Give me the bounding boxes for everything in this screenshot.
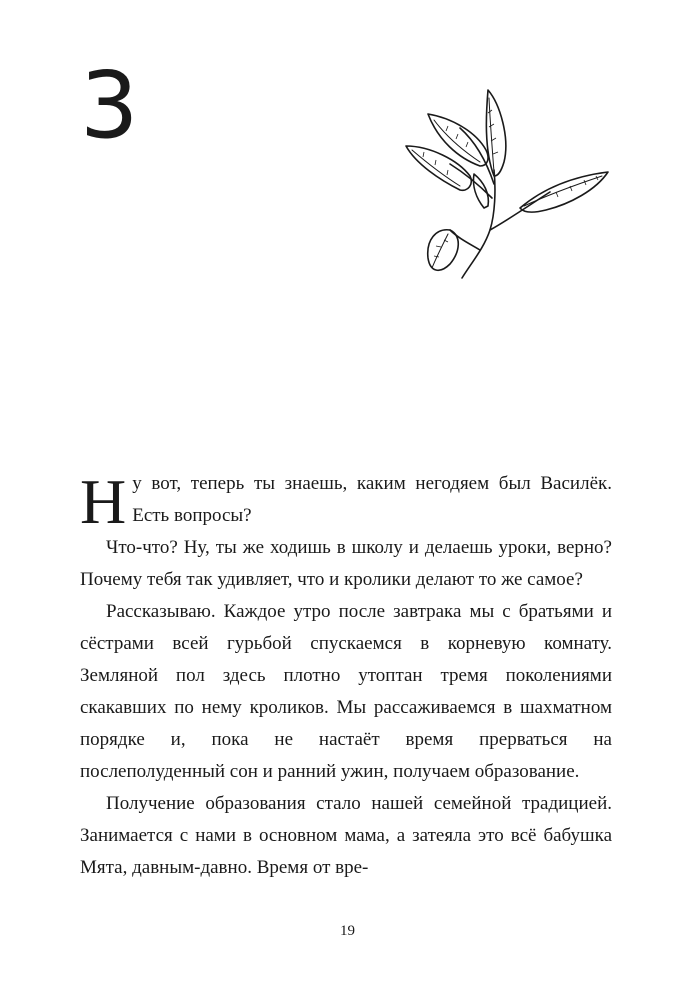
paragraph-4: Получение образования стало нашей семейной традицией. Занимается с нами в основном мама, а затеяла это всё бабушка Мята, давным-давно. Время от вре- <box>80 793 612 878</box>
paragraph-2: Что-что? Ну, ты же ходишь в школу и делаешь уроки, верно? Почему тебя так удивляет, что и кролики делают то же самое? <box>80 537 612 590</box>
chapter-number: 3 <box>80 52 137 159</box>
page-number: 19 <box>340 923 355 939</box>
paragraph-1 <box>80 466 612 537</box>
sage-sprig-icon <box>400 80 615 285</box>
paragraph-1-text: у вот, теперь ты знаешь, каким негодяем был Василёк. Есть вопросы? <box>132 473 612 526</box>
drop-cap: Н <box>80 466 127 537</box>
paragraph-3: Рассказываю. Каждое утро после завтрака мы с братьями и сёстрами всей гурьбой спускаемся в корневую комнату. Земляной пол здесь плотно утоптан тремя поколениями скакавших по нему кроликов. Мы рассаживаемся в шахматном порядке и, пока не настаёт время прерваться на послеполуденный сон и ранний ужин, получаем образование. <box>80 601 612 782</box>
chapter-text <box>80 468 612 884</box>
